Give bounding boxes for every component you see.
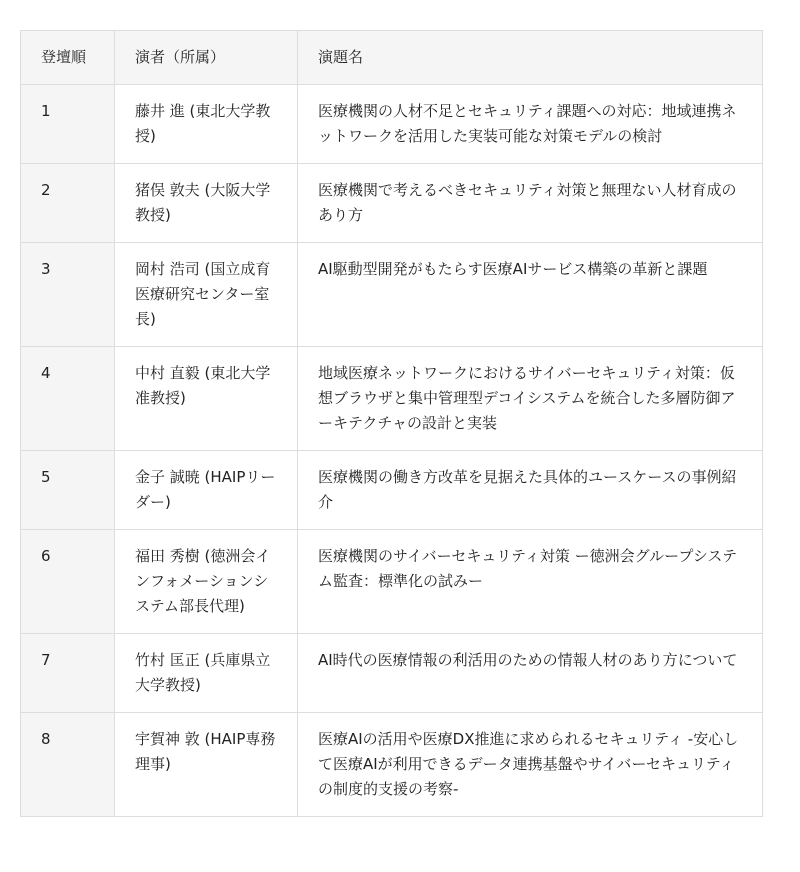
speaker-cell: 竹村 匡正 (兵庫県立大学教授) xyxy=(115,634,298,713)
speaker-cell: 金子 誠暁 (HAIPリーダー) xyxy=(115,451,298,530)
table-row xyxy=(21,451,763,530)
title-cell: 地域医療ネットワークにおけるサイバーセキュリティ対策：仮想ブラウザと集中管理型デコイシステムを統合した多層防御アーキテクチャの設計と実装 xyxy=(298,347,763,451)
table-row xyxy=(21,634,763,713)
table-row xyxy=(21,713,763,817)
speaker-cell: 藤井 進 (東北大学教授) xyxy=(115,85,298,164)
title-cell: 医療AIの活用や医療DX推進に求められるセキュリティ -安心して医療AIが利用できるデータ連携基盤やサイバーセキュリティの制度的支援の考察- xyxy=(298,713,763,817)
speaker-cell: 宇賀神 敦 (HAIP専務理事) xyxy=(115,713,298,817)
order-cell: 1 xyxy=(21,85,115,164)
order-cell: 6 xyxy=(21,530,115,634)
header-order: 登壇順 xyxy=(21,31,115,85)
title-cell: 医療機関で考えるべきセキュリティ対策と無理ない人材育成のあり方 xyxy=(298,164,763,243)
speaker-cell: 福田 秀樹 (徳洲会インフォメーションシステム部長代理) xyxy=(115,530,298,634)
table-row xyxy=(21,347,763,451)
speaker-cell: 中村 直毅 (東北大学准教授) xyxy=(115,347,298,451)
table-row xyxy=(21,243,763,347)
order-cell: 3 xyxy=(21,243,115,347)
speaker-cell: 岡村 浩司 (国立成育医療研究センター室長) xyxy=(115,243,298,347)
table-header xyxy=(21,31,763,85)
title-cell: 医療機関の人材不足とセキュリティ課題への対応：地域連携ネットワークを活用した実装可能な対策モデルの検討 xyxy=(298,85,763,164)
title-cell: 医療機関のサイバーセキュリティ対策 ー徳洲会グループシステム監査：標準化の試みー xyxy=(298,530,763,634)
order-cell: 8 xyxy=(21,713,115,817)
table-row xyxy=(21,164,763,243)
header-title: 演題名 xyxy=(298,31,763,85)
order-cell: 4 xyxy=(21,347,115,451)
table-row xyxy=(21,530,763,634)
order-cell: 5 xyxy=(21,451,115,530)
order-cell: 7 xyxy=(21,634,115,713)
table-row xyxy=(21,85,763,164)
order-cell: 2 xyxy=(21,164,115,243)
header-row xyxy=(21,31,763,85)
speaker-cell: 猪俣 敦夫 (大阪大学教授) xyxy=(115,164,298,243)
speaker-schedule-table xyxy=(20,30,763,817)
table-body xyxy=(21,85,763,817)
title-cell: AI時代の医療情報の利活用のための情報人材のあり方について xyxy=(298,634,763,713)
title-cell: AI駆動型開発がもたらす医療AIサービス構築の革新と課題 xyxy=(298,243,763,347)
title-cell: 医療機関の働き方改革を見据えた具体的ユースケースの事例紹介 xyxy=(298,451,763,530)
header-speaker: 演者（所属） xyxy=(115,31,298,85)
